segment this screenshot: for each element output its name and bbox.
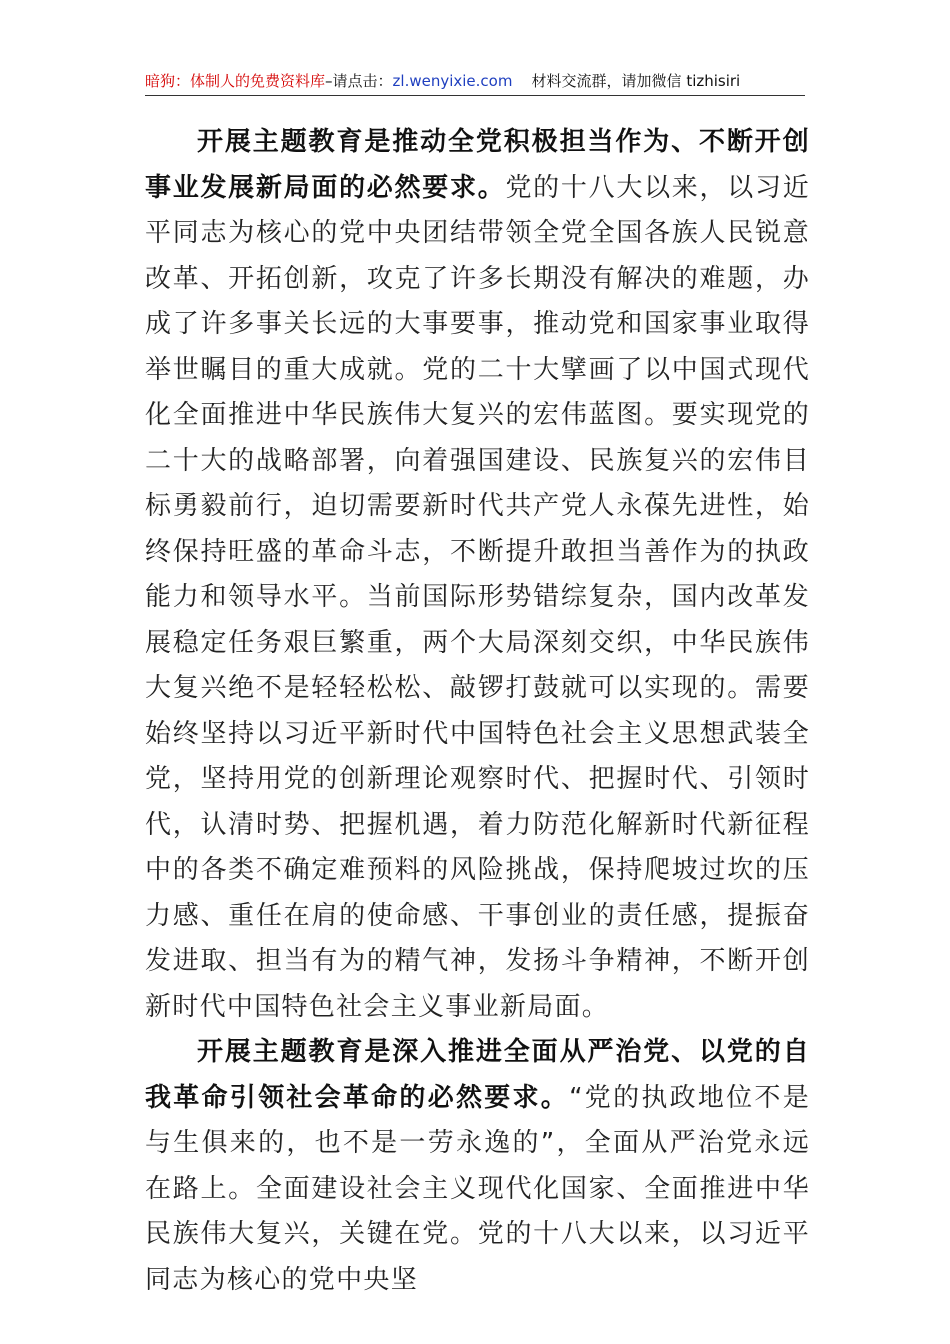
paragraph-1-lead: 开展主题教育是推动全党积极担当作为、不断开创事业发展新局面的必然要求。 [145, 127, 810, 203]
header-link[interactable]: zl.wenyixie.com [392, 72, 513, 90]
paragraph-2-lead: 开展主题教育是深入推进全面从严治党、以党的自我革命引领社会革命的必然要求。 [145, 1037, 810, 1113]
paragraph-1 [145, 120, 810, 1030]
paragraph-1-body: 党的十八大以来，以习近平同志为核心的党中央团结带领全党全国各族人民锐意改革、开拓创新，攻克了许多长期没有解决的难题，办成了许多事关长远的大事要事，推动党和国家事业取得举世瞩目的重大成就。党的二十大擘画了以中国式现代化全面推进中华民族伟大复兴的宏伟蓝图。要实现党的二十大的战略部署，向着强国建设、民族复兴的宏伟目标勇毅前行，迫切需要新时代共产党人永葆先进性，始终保持旺盛的革命斗志，不断提升敢担当善作为的执政能力和领导水平。当前国际形势错综复杂，国内改革发展稳定任务艰巨繁重，两个大局深刻交织，中华民族伟大复兴绝不是轻轻松松、敲锣打鼓就可以实现的。需要始终坚持以习近平新时代中国特色社会主义思想武装全党，坚持用党的创新理论观察时代、把握时代、引领时代，认清时势、把握机遇，着力防范化解新时代新征程中的各类不确定难预料的风险挑战，保持爬坡过坎的压力感、重任在肩的使命感、干事创业的责任感，提振奋发进取、担当有为的精气神，发扬斗争精神，不断开创新时代中国特色社会主义事业新局面。 [145, 172, 810, 1022]
header-contact: 材料交流群，请加微信 tizhisiri [531, 72, 741, 90]
header-prompt: –请点击： [325, 72, 393, 90]
document-body [145, 120, 810, 1303]
header-divider [145, 95, 805, 96]
header-spacer [512, 72, 531, 90]
paragraph-2-body: “党的执政地位不是与生俱来的，也不是一劳永逸的”，全面从严治党永远在路上。全面建设社会主义现代化国家、全面推进中华民族伟大复兴，关键在党。党的十八大以来，以习近平同志为核心的党中央坚 [145, 1082, 810, 1295]
paragraph-2 [145, 1030, 810, 1303]
page-header [145, 66, 805, 96]
header-brand: 暗狗：体制人的免费资料库 [145, 72, 326, 90]
